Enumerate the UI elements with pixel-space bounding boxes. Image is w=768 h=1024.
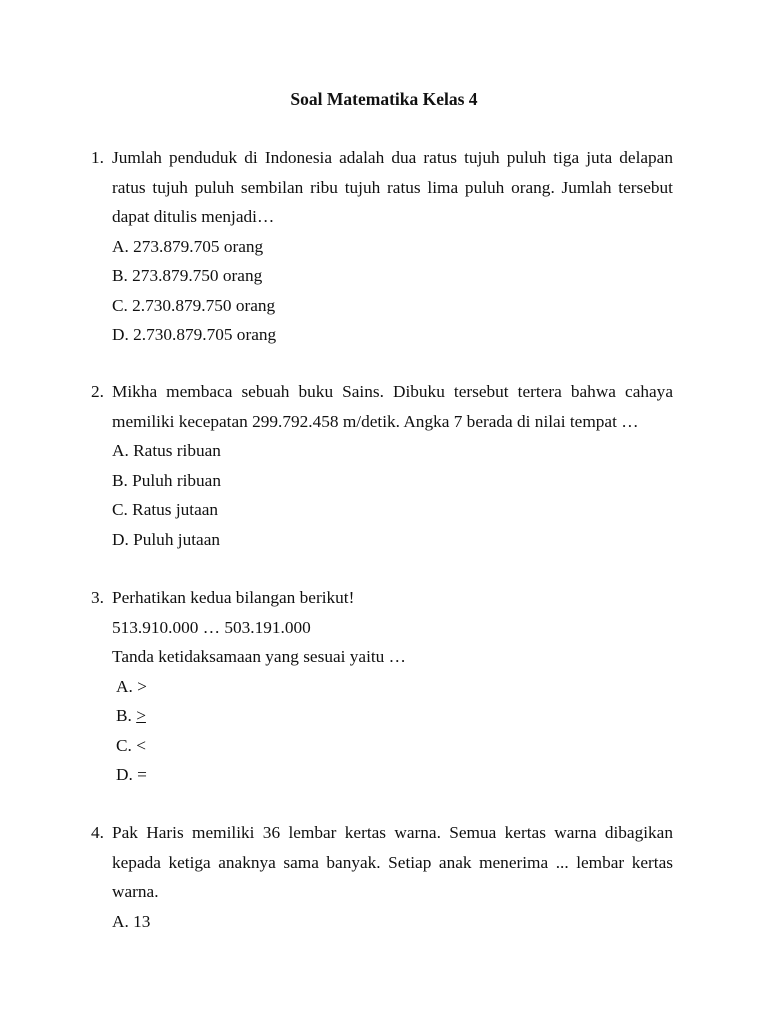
question-3-option-d-sign: = <box>137 765 147 784</box>
question-2-option-c: C. Ratus jutaan <box>112 500 219 519</box>
question-4-text: Pak Haris memiliki 36 lembar kertas warna. Semua kertas warna dibagikan kepada ketiga anaknya sama banyak. Setiap anak menerima ... lembar kertas warna. <box>112 823 673 901</box>
question-2-option-a: A. Ratus ribuan <box>112 441 221 460</box>
question-2-number: 2. <box>91 382 104 401</box>
question-3-comparison: 513.910.000 … 503.191.000 <box>112 617 311 637</box>
question-3-text: Perhatikan kedua bilangan berikut! <box>112 588 355 607</box>
question-3-option-a-letter: A. <box>116 676 133 696</box>
question-1-option-a: A. 273.879.705 orang <box>112 236 264 256</box>
page-title: Soal Matematika Kelas 4 <box>290 89 478 109</box>
question-3-option-b <box>91 701 673 731</box>
question-4-number: 4. <box>91 823 104 842</box>
question-2-option-b: B. Puluh ribuan <box>112 470 221 490</box>
question-4 <box>91 818 673 936</box>
question-3-stem <box>91 583 673 613</box>
question-1-number: 1. <box>91 148 104 167</box>
question-1-option-d: D. 2.730.879.705 orang <box>112 325 277 344</box>
question-1-text: Jumlah penduduk di Indonesia adalah dua ratus tujuh puluh tiga juta delapan ratus tujuh puluh sembilan ribu tujuh ratus lima puluh orang. Jumlah tersebut dapat ditulis menjadi… <box>112 148 673 226</box>
question-4-stem <box>91 818 673 907</box>
question-1-stem <box>91 143 673 232</box>
question-3-number: 3. <box>91 588 104 607</box>
question-3 <box>91 583 673 790</box>
question-3-prompt: Tanda ketidaksamaan yang sesuai yaitu … <box>112 647 406 666</box>
question-1-option-c: C. 2.730.879.750 orang <box>112 295 276 315</box>
question-3-option-b-sign: > <box>136 706 146 725</box>
question-3-option-d-letter: D. <box>116 765 133 784</box>
question-4-option-a: A. 13 <box>112 911 151 931</box>
question-1 <box>91 143 673 350</box>
question-3-option-b-letter: B. <box>116 706 132 725</box>
question-3-option-a-sign: > <box>137 676 147 696</box>
question-2 <box>91 377 673 554</box>
question-2-stem <box>91 377 673 436</box>
question-3-option-d <box>91 760 673 790</box>
question-3-option-c-letter: C. <box>116 735 132 755</box>
question-2-text: Mikha membaca sebuah buku Sains. Dibuku tersebut tertera bahwa cahaya memiliki kecepatan 299.792.458 m/detik. Angka 7 berada di nilai tempat … <box>112 382 673 431</box>
question-3-option-a <box>91 672 673 702</box>
question-2-option-d: D. Puluh jutaan <box>112 529 220 549</box>
question-3-option-c <box>91 731 673 761</box>
question-1-option-b: B. 273.879.750 orang <box>112 266 263 285</box>
question-3-option-c-sign: < <box>136 735 146 755</box>
